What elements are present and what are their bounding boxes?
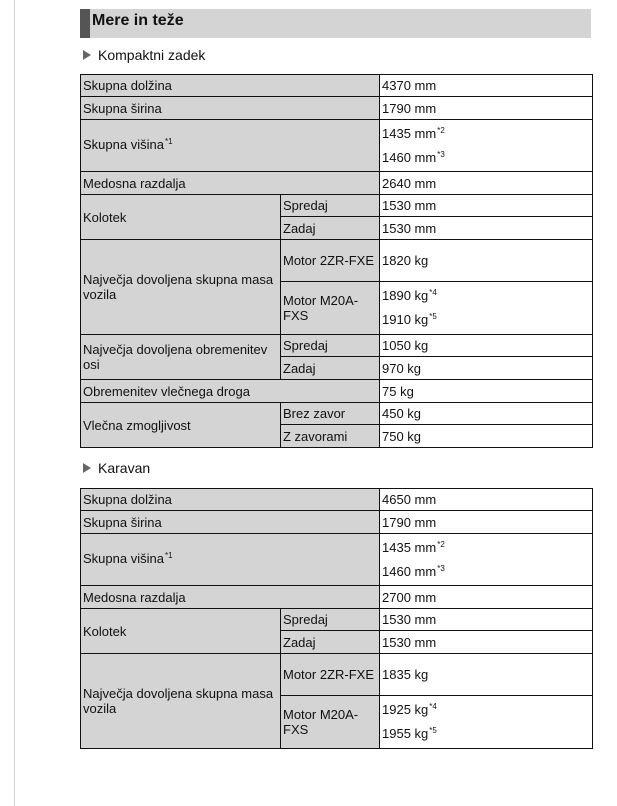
table-row [81,195,593,217]
sub-label: Spredaj [281,335,380,357]
mass-value: 1925 kg [382,702,429,717]
row-label: Kolotek [81,609,281,654]
row-value: 4650 mm [380,489,593,511]
section-title: Mere in teže [92,12,184,29]
table-row [81,172,593,195]
mass-value: 1910 kg [382,312,429,327]
row-value: 750 kg [380,425,593,448]
footnote-marker: *4 [429,288,437,297]
row-label: Medosna razdalja [81,586,380,609]
sub-label: Spredaj [281,195,380,217]
row-value: 1050 kg [380,335,593,357]
footnote-marker: *2 [437,125,445,135]
footnote-marker: *2 [437,539,445,549]
sub-label: Motor 2ZR-FXE [281,240,380,282]
row-value: 1790 mm [380,97,593,120]
row-value: 1820 kg [380,240,593,282]
mass-value: 1890 kg [382,288,429,303]
footnote-marker: *1 [164,551,173,560]
row-value [380,696,593,749]
table-row [81,586,593,609]
sub-label: Zadaj [281,357,380,380]
sub-label: Zadaj [281,217,380,240]
sub-label: Spredaj [281,609,380,631]
row-label: Medosna razdalja [81,172,380,195]
row-value: 2640 mm [380,172,593,195]
triangle-bullet-icon [83,463,91,473]
subsection-title: Karavan [98,460,151,476]
row-value [380,282,593,335]
spec-table-estate [80,488,593,749]
sub-label: Z zavorami [281,425,380,448]
table-row [81,654,593,696]
row-label: Skupna dolžina [81,489,380,511]
row-value [380,120,593,172]
row-label [81,120,380,172]
height-value: 1460 mm [382,149,437,165]
sub-label: Brez zavor [281,403,380,425]
subsection-heading-compact [83,47,205,63]
row-value: 1790 mm [380,511,593,534]
row-label: Največja dovoljena obremenitev osi [81,335,281,380]
mass-value: 1955 kg [382,726,429,741]
table-row [81,403,593,425]
row-value: 1530 mm [380,631,593,654]
row-value: 1530 mm [380,609,593,631]
table-row [81,534,593,586]
sub-label: Zadaj [281,631,380,654]
table-row [81,489,593,511]
footnote-marker: *5 [429,726,437,735]
footnote-marker: *5 [429,312,437,321]
height-value: 1435 mm [382,125,437,141]
table-row [81,97,593,120]
row-value: 450 kg [380,403,593,425]
row-label: Vlečna zmogljivost [81,403,281,448]
row-label: Skupna širina [81,511,380,534]
sub-label: Motor 2ZR-FXE [281,654,380,696]
table-row [81,380,593,403]
height-label: Skupna višina [83,137,164,152]
footnote-marker: *3 [437,563,445,573]
row-value: 1530 mm [380,217,593,240]
triangle-bullet-icon [83,50,91,60]
spec-table-compact [80,74,593,448]
footnote-marker: *4 [429,702,437,711]
row-label: Največja dovoljena skupna masa vozila [81,240,281,335]
row-value: 2700 mm [380,586,593,609]
row-value: 1530 mm [380,195,593,217]
subsection-heading-estate [83,460,150,476]
row-label: Največja dovoljena skupna masa vozila [81,654,281,749]
sub-label: Motor M20A-FXS [281,282,380,335]
row-label: Kolotek [81,195,281,240]
row-label: Skupna širina [81,97,380,120]
page-margin-rule [14,0,15,806]
table-row [81,511,593,534]
height-label: Skupna višina [83,551,164,566]
row-value: 4370 mm [380,75,593,97]
height-value: 1460 mm [382,563,437,579]
row-value: 75 kg [380,380,593,403]
table-row [81,609,593,631]
row-label: Obremenitev vlečnega droga [81,380,380,403]
height-value: 1435 mm [382,539,437,555]
row-label: Skupna dolžina [81,75,380,97]
section-header [80,9,591,38]
sub-label: Motor M20A-FXS [281,696,380,749]
row-value [380,534,593,586]
table-row [81,240,593,282]
table-row [81,335,593,357]
row-value: 970 kg [380,357,593,380]
subsection-title: Kompaktni zadek [98,47,206,63]
footnote-marker: *3 [437,149,445,159]
table-row [81,120,593,172]
table-row [81,75,593,97]
row-value: 1835 kg [380,654,593,696]
row-label [81,534,380,586]
footnote-marker: *1 [164,137,173,146]
